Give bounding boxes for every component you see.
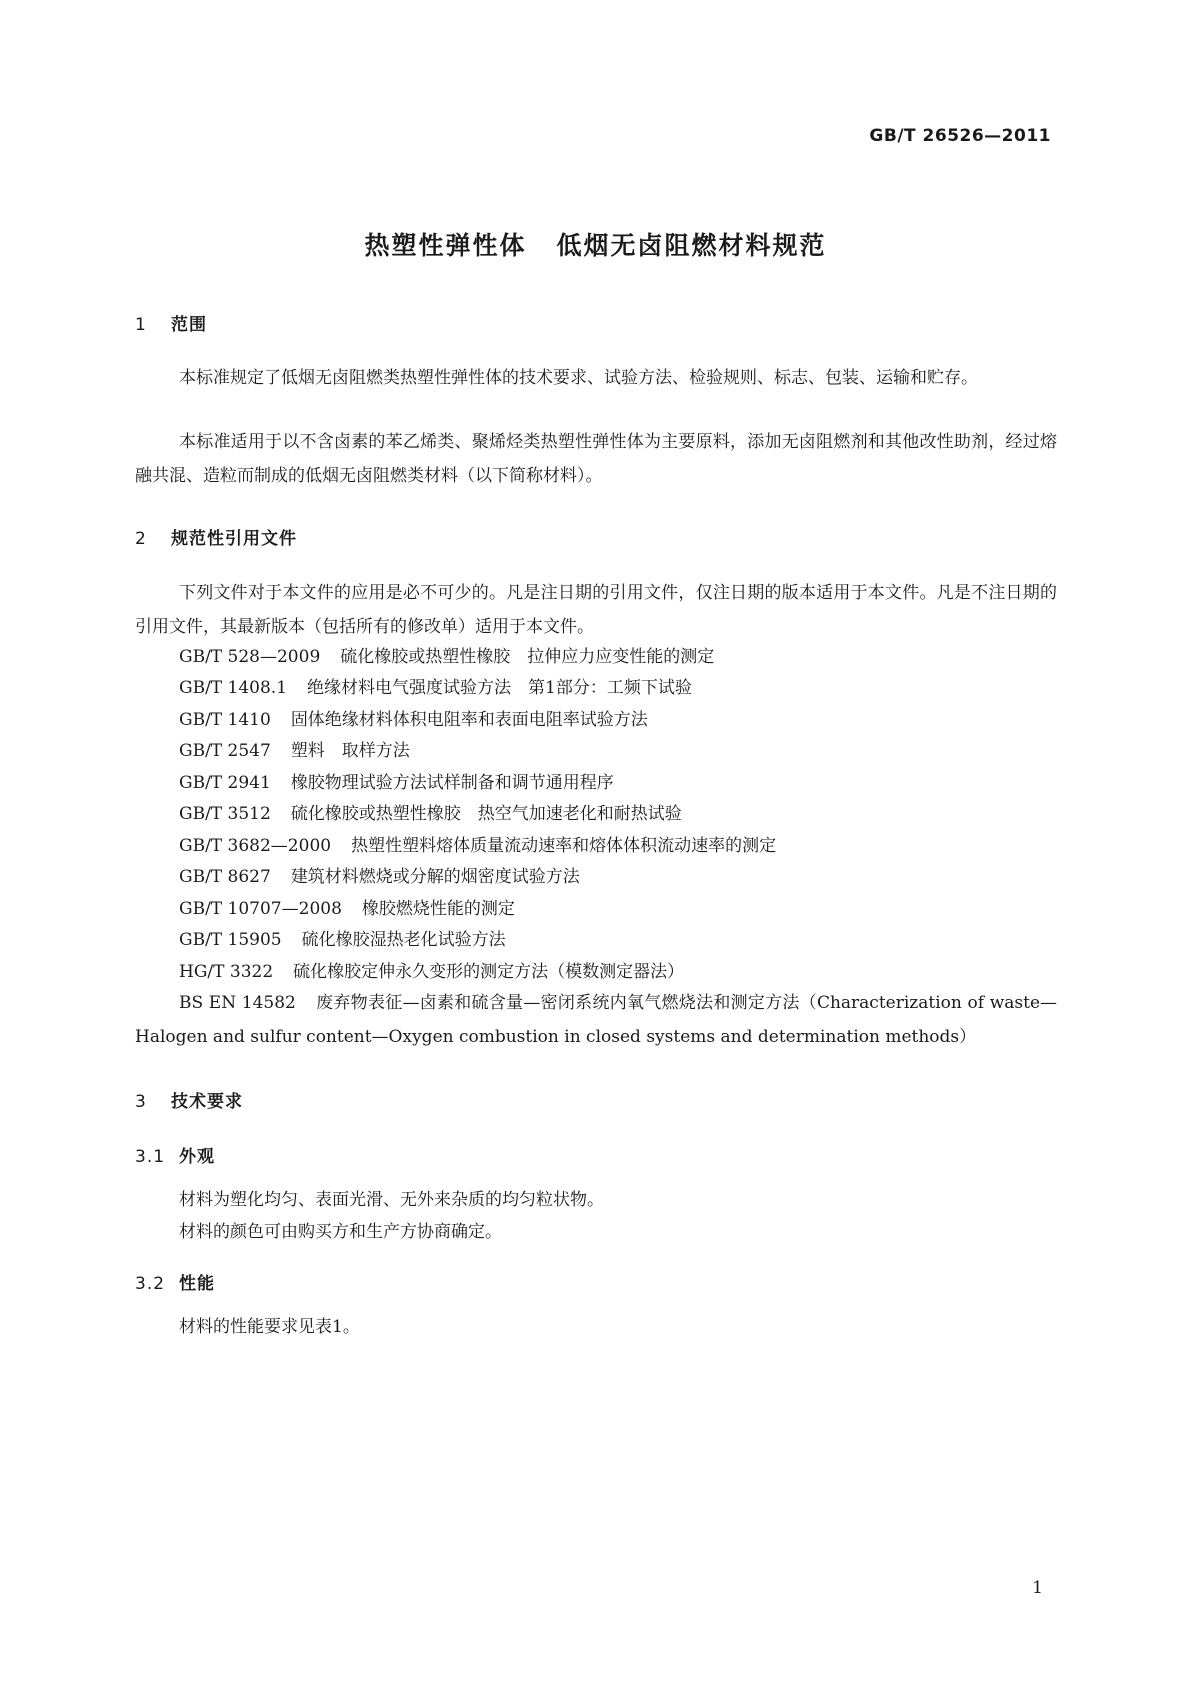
section-3-2-title: 性能 — [179, 1274, 215, 1294]
reference-title: 橡胶物理试验方法试样制备和调节通用程序 — [290, 773, 614, 793]
reference-title: 塑料 取样方法 — [290, 741, 410, 761]
reference-code: GB/T 10707—2008 — [179, 899, 342, 919]
reference-title: 硫化橡胶或热塑性橡胶 热空气加速老化和耐热试验 — [290, 804, 682, 824]
reference-item — [179, 892, 515, 926]
section-2-intro: 下列文件对于本文件的应用是必不可少的。凡是注日期的引用文件，仅注日期的版本适用于本文件。凡是不注日期的引用文件，其最新版本（包括所有的修改单）适用于本文件。 — [135, 583, 1057, 637]
reference-title: 固体绝缘材料体积电阻率和表面电阻率试验方法 — [290, 710, 648, 730]
reference-code: BS EN 14582 — [179, 993, 296, 1013]
section-3-2-paragraph-1: 材料的性能要求见表1。 — [179, 1317, 360, 1337]
reference-title: 废弃物表征—卤素和硫含量—密闭系统内氧气燃烧法和测定方法（Characterization of waste—Halogen and sulfur content—Oxygen combustion in closed systems and determination methods） — [135, 993, 1058, 1047]
reference-title: 硫化橡胶定伸永久变形的测定方法（模数测定器法） — [293, 962, 685, 982]
reference-item — [179, 797, 682, 831]
section-2-number: 2 — [135, 529, 147, 549]
reference-code: GB/T 3512 — [179, 804, 271, 824]
reference-code: GB/T 3682—2000 — [179, 836, 332, 856]
reference-item — [179, 955, 684, 989]
section-1-heading — [135, 310, 207, 335]
section-3-1-title: 外观 — [179, 1147, 215, 1167]
reference-item — [179, 671, 692, 705]
reference-code: GB/T 528—2009 — [179, 647, 321, 667]
section-2-title: 规范性引用文件 — [171, 529, 297, 549]
page-number: 1 — [1032, 1578, 1043, 1598]
reference-item-wrapped — [135, 986, 1057, 1054]
reference-item — [179, 860, 580, 894]
section-3-1-number: 3.1 — [135, 1147, 166, 1167]
section-1-number: 1 — [135, 315, 147, 335]
reference-item — [179, 829, 776, 863]
reference-title: 硫化橡胶湿热老化试验方法 — [301, 930, 506, 950]
section-3-heading — [135, 1087, 243, 1112]
title-part-1: 热塑性弹性体 — [364, 231, 527, 260]
section-1-paragraph-2: 本标准适用于以不含卤素的苯乙烯类、聚烯烃类热塑性弹性体为主要原料，添加无卤阻燃剂和其他改性助剂，经过熔融共混、造粒而制成的低烟无卤阻燃类材料（以下简称材料）。 — [135, 432, 1057, 486]
reference-item — [179, 703, 648, 737]
section-1-paragraph-1: 本标准规定了低烟无卤阻燃类热塑性弹性体的技术要求、试验方法、检验规则、标志、包装、运输和贮存。 — [179, 368, 978, 388]
reference-item — [179, 640, 714, 674]
reference-code: GB/T 1410 — [179, 710, 271, 730]
standard-number: GB/T 26526—2011 — [869, 126, 1051, 146]
section-3-2-number: 3.2 — [135, 1274, 166, 1294]
reference-code: GB/T 8627 — [179, 867, 271, 887]
section-3-1-paragraph-1: 材料为塑化均匀、表面光滑、无外来杂质的均匀粒状物。 — [179, 1190, 604, 1210]
section-3-1-heading — [135, 1142, 215, 1167]
reference-code: HG/T 3322 — [179, 962, 274, 982]
title-part-2: 低烟无卤阻燃材料规范 — [556, 231, 827, 260]
reference-title: 橡胶燃烧性能的测定 — [361, 899, 515, 919]
section-3-1-paragraph-2: 材料的颜色可由购买方和生产方协商确定。 — [179, 1222, 502, 1242]
reference-code: GB/T 2547 — [179, 741, 271, 761]
reference-title: 热塑性塑料熔体质量流动速率和熔体体积流动速率的测定 — [351, 836, 777, 856]
section-3-2-heading — [135, 1269, 215, 1294]
reference-title: 硫化橡胶或热塑性橡胶 拉伸应力应变性能的测定 — [340, 647, 715, 667]
section-1-title: 范围 — [171, 315, 207, 335]
section-3-number: 3 — [135, 1092, 147, 1112]
reference-item — [179, 734, 410, 768]
reference-code: GB/T 15905 — [179, 930, 282, 950]
reference-item — [179, 923, 506, 957]
reference-title: 绝缘材料电气强度试验方法 第1部分：工频下试验 — [307, 678, 692, 698]
reference-code: GB/T 1408.1 — [179, 678, 288, 698]
reference-code: GB/T 2941 — [179, 773, 271, 793]
reference-item — [179, 766, 614, 800]
section-3-title: 技术要求 — [171, 1092, 243, 1112]
reference-title: 建筑材料燃烧或分解的烟密度试验方法 — [290, 867, 580, 887]
section-2-heading — [135, 524, 297, 549]
document-title — [0, 226, 1191, 262]
